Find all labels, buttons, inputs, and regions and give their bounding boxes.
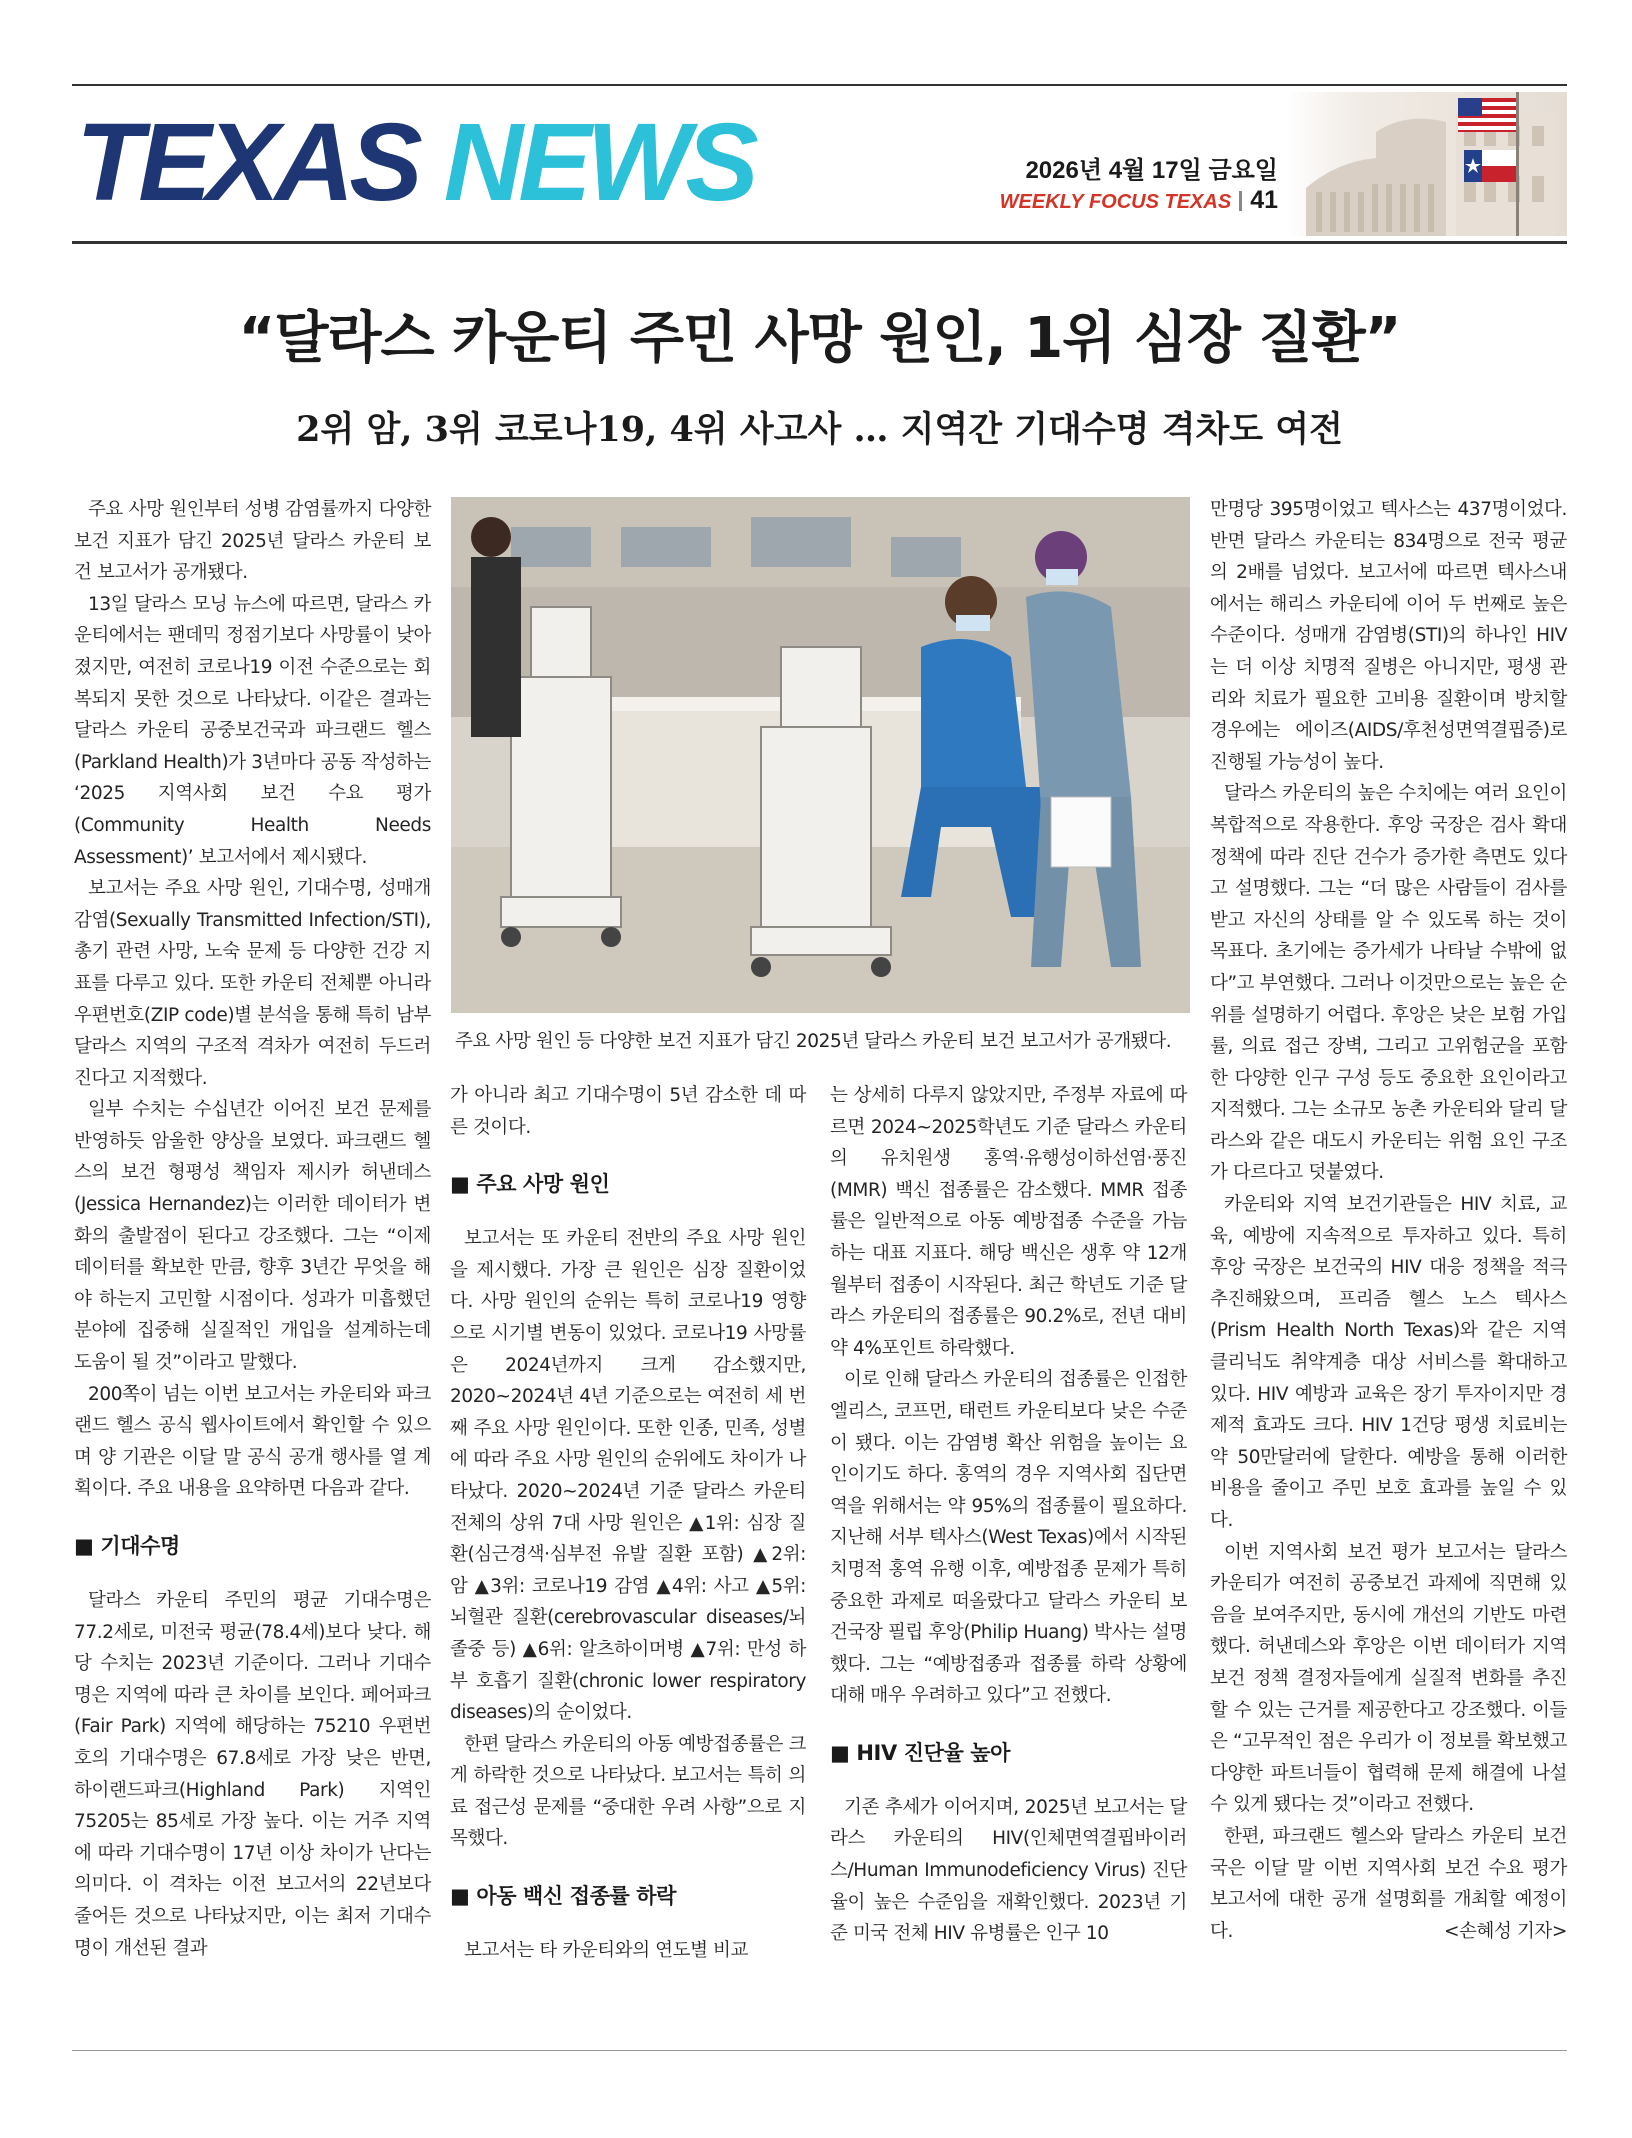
paragraph: 달라스 카운티 주민의 평균 기대수명은 77.2세로, 미전국 평균(78.4세)보다 낮다. 해당 수치는 2023년 기준이다. 그러나 기대수명은 지역에 따라 큰 차이를 보인다. 페어파크(Fair Park) 지역에 해당하는 75210 우편번호의 기대수명은 67.8세로 가장 낮은 반면, 하이랜드파크(Highland Park) 지역인 75205는 85세로 가장 높다. 이는 거주 지역에 따라 기대수명이 17년 이상 차이가 난다는 의미다. 이 격차는 이전 보고서의 22년보다 줄어든 것으로 나타났지만, 이는 최저 기대수명이 개선된 결과 xyxy=(74,1590,431,1959)
masthead xyxy=(72,88,1567,240)
paragraph xyxy=(1210,1821,1567,1947)
paragraph: 가 아니라 최고 기대수명이 5년 감소한 데 따른 것이다. xyxy=(450,1085,806,1138)
paragraph: 200쪽이 넘는 이번 보고서는 카운티와 파크랜드 헬스 공식 웹사이트에서 확인할 수 있으며 양 기관은 이달 말 공식 공개 행사를 열 계획이다. 주요 내용을 요약하면 다음과 같다. xyxy=(74,1383,431,1500)
us-flag-icon xyxy=(1458,98,1516,132)
paragraph: 카운티와 지역 보건기관들은 HIV 치료, 교육, 예방에 지속적으로 투자하고 있다. 특히 후앙 국장은 보건국의 HIV 대응 정책을 적극 추진해왔으며, 프리즘 헬스 노스 텍사스(Prism Health North Texas)와 같은 지역 클리닉도 취약계층 대상 서비스를 확대하고 있다. HIV 예방과 교육은 장기 투자이지만 경제적 효과도 크다. HIV 1건당 평생 치료비는 약 50만달러에 달한다. 예방을 통해 이러한 비용을 줄이고 주민 보호 효과를 높일 수 있다. xyxy=(1210,1194,1567,1531)
hospital-staff-photo xyxy=(451,497,1190,1013)
paragraph: 일부 수치는 수십년간 이어진 보건 문제를 반영하듯 암울한 양상을 보였다. 파크랜드 헬스의 보건 형평성 책임자 제시카 허낸데스(Jessica Hernandez)는 이러한 데이터가 변화의 출발점이 된다고 강조했다. 그는 “이제 데이터를 확보한 만큼, 향후 3년간 무엇을 해야 하는지 고민할 시점이다. 성과가 미흡했던 분야에 집중해 실질적인 개입을 설계하는데 도움이 될 것”이라고 말했다. xyxy=(74,1099,431,1374)
bottom-rule xyxy=(72,2050,1567,2051)
paragraph: 기존 추세가 이어지며, 2025년 보고서는 달라스 카운티의 HIV(인체면역결핍바이러스/Human Immunodeficiency Virus) 진단율이 높은 수준임을 재확인했다. 2023년 기준 미국 전체 HIV 유병률은 인구 10 xyxy=(830,1796,1187,1945)
section-heading-hiv: ■ HIV 진단율 높아 xyxy=(830,1738,1187,1768)
section-heading-vaccination: ■ 아동 백신 접종률 하락 xyxy=(450,1881,806,1911)
closing-paragraph: 한편, 파크랜드 헬스와 달라스 카운티 보건국은 이달 말 이번 지역사회 보건 수요 평가 보고서에 대한 공개 설명회를 개최할 예정이다. xyxy=(1210,1825,1567,1942)
article-column-4 xyxy=(1210,494,1567,1947)
article-subheadline: 2위 암, 3위 코로나19, 4위 사고사 … 지역간 기대수명 격차도 여전 xyxy=(296,409,1343,450)
section-heading-causes-of-death: ■ 주요 사망 원인 xyxy=(450,1169,806,1199)
issue-brand xyxy=(872,186,1278,215)
paragraph: 보고서는 주요 사망 원인, 기대수명, 성매개 감염(Sexually Transmitted Infection/STI), 총기 관련 사망, 노숙 문제 등 다양한 건강 지표를 다루고 있다. 또한 카운티 전체뿐 아니라 우편번호(ZIP code)별 분석을 통해 특히 남부 달라스 지역의 구조적 격차가 여전히 두드러진다고 지적했다. xyxy=(74,878,431,1089)
reporter-byline: <손혜성 기자> xyxy=(1443,1920,1567,1942)
paragraph: 주요 사망 원인부터 성병 감염률까지 다양한 보건 지표가 담긴 2025년 달라스 카운티 보건 보고서가 공개됐다. xyxy=(74,499,431,584)
paragraph: 만명당 395명이었고 텍사스는 437명이었다. 반면 달라스 카운티는 834명으로 전국 평균의 2배를 넘었다. 보고서에 따르면 텍사스내에서는 해리스 카운티에 이어 두 번째로 높은 수준이다. 성매개 감염병(STI)의 하나인 HIV는 더 이상 치명적 질병은 아니지만, 평생 관리와 치료가 필요한 고비용 질환이며 방치할 경우에는 에이즈(AIDS/후천성면역결핍증)로 진행될 가능성이 높다. xyxy=(1210,499,1567,773)
brand-divider xyxy=(1239,191,1242,211)
capitol-flags-image xyxy=(1286,92,1567,236)
issue-date: 2026년 4월 17일 금요일 xyxy=(1025,157,1278,184)
weekly-focus-label: WEEKLY FOCUS TEXAS xyxy=(999,191,1232,213)
paragraph: 13일 달라스 모닝 뉴스에 따르면, 달라스 카운티에서는 팬데믹 정점기보다 사망률이 낮아졌지만, 여전히 코로나19 이전 수준으로는 회복되지 못한 것으로 나타났다. 이같은 결과는 달라스 카운티 공중보건국과 파크랜드 헬스(Parkland Health)가 3년마다 공동 작성하는 ‘2025 지역사회 보건 수요 평가(Community Health Needs Assessment)’ 보고서에서 제시됐다. xyxy=(74,593,431,868)
paragraph: 달라스 카운티의 높은 수치에는 여러 요인이 복합적으로 작용한다. 후앙 국장은 검사 확대 정책에 따라 진단 건수가 증가한 측면도 있다고 설명했다. 그는 “더 많은 사람들이 검사를 받고 자신의 상태를 알 수 있도록 하는 것이 목표다. 초기에는 증가세가 나타날 수밖에 없다”고 부연했다. 그러나 이것만으로는 높은 순위를 설명하기 어렵다. 후앙은 낮은 보험 가입률, 의료 접근 장벽, 그리고 고위험군을 포함한 다양한 인구 구성 등도 중요한 요인이라고 지적했다. 그는 소규모 농촌 카운티와 달리 달라스와 같은 대도시 카운티는 위험 요인 구조가 다르다고 덧붙였다. xyxy=(1210,783,1567,1184)
paragraph: 는 상세히 다루지 않았지만, 주정부 자료에 따르면 2024~2025학년도 기준 달라스 카운티의 유치원생 홍역·유행성이하선염·풍진(MMR) 백신 접종률은 감소했다. MMR 접종률은 일반적으로 아동 예방접종 수준을 가늠하는 대표 지표다. 해당 백신은 생후 약 12개월부터 접종이 시작된다. 최근 학년도 기준 달라스 카운티의 접종률은 90.2%로, 전년 대비 약 4%포인트 하락했다. xyxy=(830,1085,1187,1359)
masthead-rule xyxy=(72,241,1567,244)
paragraph: 이번 지역사회 보건 평가 보고서는 달라스 카운티가 여전히 공중보건 과제에 직면해 있음을 보여주지만, 동시에 개선의 기반도 마련했다. 허낸데스와 후앙은 이번 데이터가 지역 보건 정책 결정자들에게 실질적 변화를 추진할 수 있는 근거를 제공한다고 강조했다. 이들은 “고무적인 점은 우리가 이 정보를 확보했고 다양한 파트너들이 협력해 문제 해결에 나설 수 있게 됐다는 것”이라고 전했다. xyxy=(1210,1541,1567,1816)
paragraph: 보고서는 타 카운티와의 연도별 비교 xyxy=(464,1940,748,1962)
logo-word-texas: TEXAS xyxy=(76,101,418,224)
newspaper-logo[interactable] xyxy=(76,101,754,224)
article-headline: “달라스 카운티 주민 사망 원인, 1위 심장 질환” xyxy=(238,306,1401,371)
photo-caption: 주요 사망 원인 등 다양한 보건 지표가 담긴 2025년 달라스 카운티 보건 보고서가 공개됐다. xyxy=(455,1031,1172,1052)
logo-word-news: NEWS xyxy=(443,101,754,224)
article-column-3 xyxy=(830,1080,1187,1950)
texas-flag-icon xyxy=(1464,150,1516,182)
paragraph: 한편 달라스 카운티의 아동 예방접종률은 크게 하락한 것으로 나타났다. 보고서는 특히 의료 접근성 문제를 “중대한 우려 사항”으로 지목했다. xyxy=(450,1733,806,1850)
page-number: 41 xyxy=(1250,186,1278,214)
paragraph: 이로 인해 달라스 카운티의 접종률은 인접한 엘리스, 코프먼, 태런트 카운티보다 낮은 수준이 됐다. 이는 감염병 확산 위험을 높이는 요인이기도 하다. 홍역의 경우 지역사회 집단면역을 위해서는 약 95%의 접종률이 필요하다. 지난해 서부 텍사스(West Texas)에서 시작된 치명적 홍역 유행 이후, 예방접종 문제가 특히 중요한 과제로 떠올랐다고 달라스 카운티 보건국장 필립 후앙(Philip Huang) 박사는 설명했다. 그는 “예방접종과 접종률 하락 상황에 대해 매우 우려하고 있다”고 전했다. xyxy=(830,1369,1187,1707)
article-column-2 xyxy=(450,1080,806,1967)
paragraph: 보고서는 또 카운티 전반의 주요 사망 원인을 제시했다. 가장 큰 원인은 심장 질환이었다. 사망 원인의 순위는 특히 코로나19 영향으로 시기별 변동이 있었다. 코로나19 사망률은 2024년까지 크게 감소했지만, 2020~2024년 4년 기준으로는 여전히 세 번째 주요 사망 원인이다. 또한 인종, 민족, 성별에 따라 주요 사망 원인의 순위에도 차이가 나타났다. 2020~2024년 기준 달라스 카운티 전체의 상위 7대 사망 원인은 ▲1위: 심장 질환(심근경색·심부전 유발 질환 포함) ▲2위: 암 ▲3위: 코로나19 감염 ▲4위: 사고 ▲5위: 뇌혈관 질환(cerebrovascular diseases/뇌졸중 등) ▲6위: 알츠하이머병 ▲7위: 만성 하부 호흡기 질환(chronic lower respiratory diseases)의 순이었다. xyxy=(450,1228,806,1724)
article-column-1 xyxy=(74,494,431,1964)
section-heading-life-expectancy: ■ 기대수명 xyxy=(74,1531,431,1561)
top-rule xyxy=(72,84,1567,86)
